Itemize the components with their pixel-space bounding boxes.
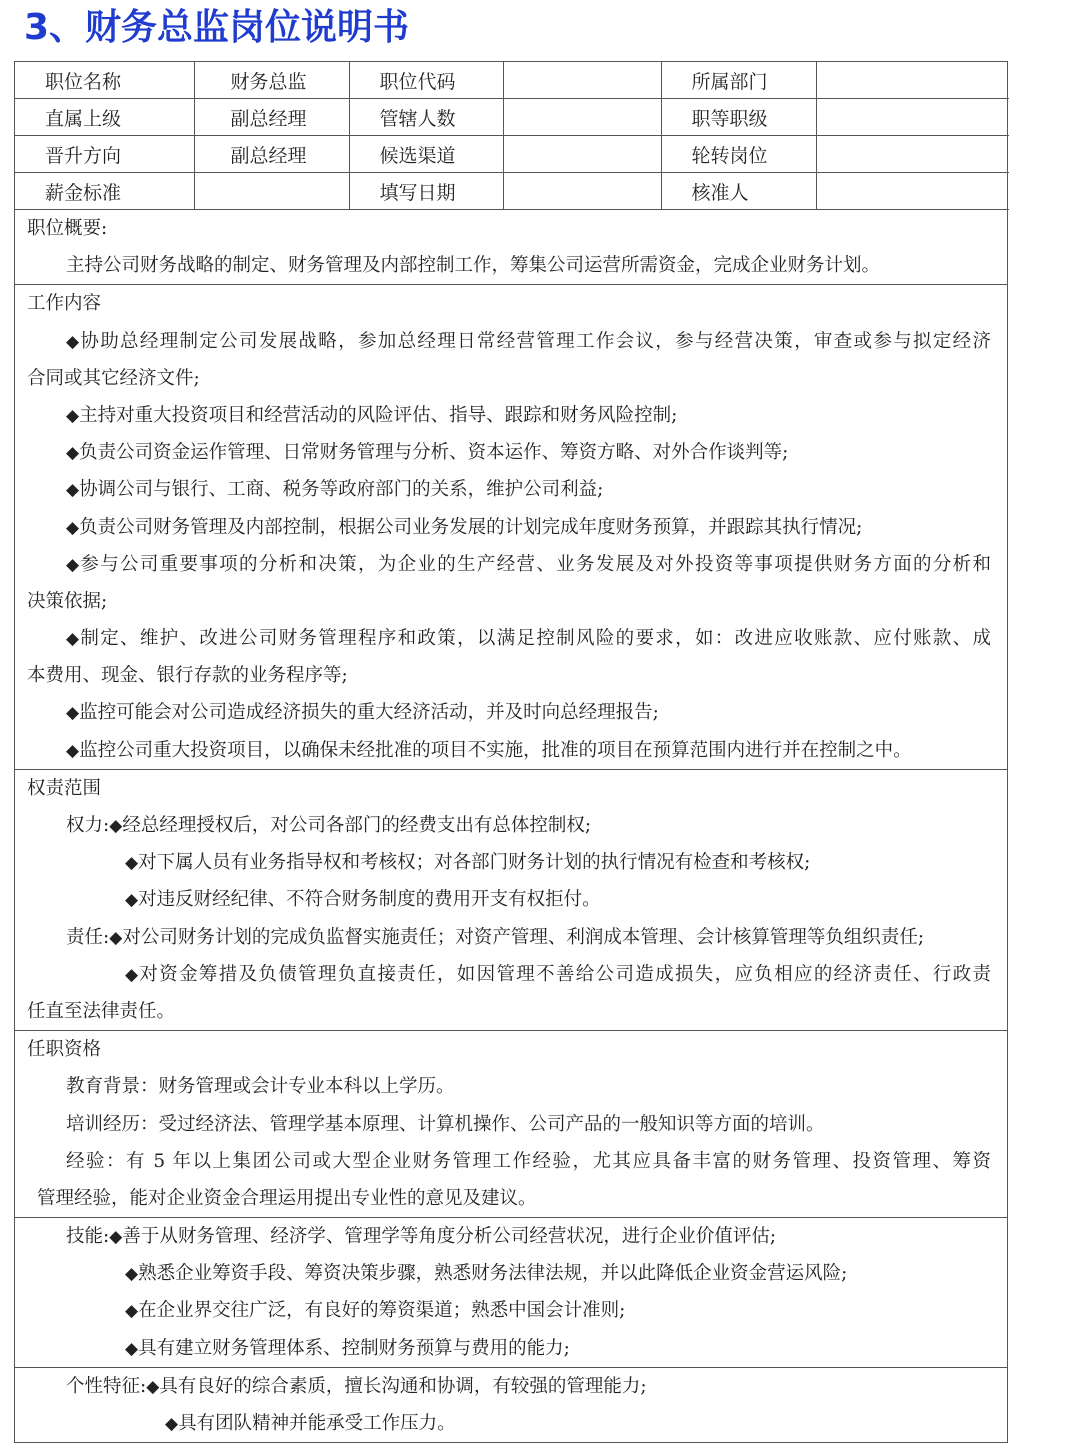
skill-item: ◆在企业界交往广泛，有良好的筹资渠道；熟悉中国会计准则; (125, 1300, 626, 1322)
personality-label: 个性特征: (66, 1375, 147, 1397)
work-item-continuation: 本费用、现金、银行存款的业务程序等; (27, 665, 348, 687)
summary-heading: 职位概要: (27, 218, 108, 239)
work-item: ◆协调公司与银行、工商、税务等政府部门的关系，维护公司利益; (66, 479, 604, 501)
info-label-cell: 薪金标准 (15, 173, 194, 210)
duty-label: 责任: (66, 926, 110, 948)
info-label-cell: 晋升方向 (15, 136, 194, 173)
page-title: 3、财务总监岗位说明书 (24, 7, 410, 48)
education-background: 教育背景：财务管理或会计专业本科以上学历。 (66, 1076, 455, 1098)
authority-heading: 权责范围 (27, 777, 102, 799)
skills-section (15, 1218, 1007, 1368)
work-section (15, 285, 1007, 769)
info-label-cell: 职位代码 (349, 62, 503, 99)
info-value-cell: 财务总监 (194, 62, 349, 99)
info-label-cell: 管辖人数 (349, 99, 503, 136)
info-label-cell: 职等职级 (661, 99, 816, 136)
info-label-cell: 职位名称 (15, 62, 194, 99)
info-row (15, 62, 1009, 99)
work-item: ◆协助总经理制定公司发展战略，参加总经理日常经营管理工作会议，参与经营决策，审查或参与拟定经济 (66, 330, 991, 352)
info-value-cell: 副总经理 (194, 99, 349, 136)
info-row (15, 173, 1009, 210)
info-label-cell: 轮转岗位 (661, 136, 816, 173)
work-item: ◆负责公司资金运作管理、日常财务管理与分析、资本运作、筹资方略、对外合作谈判等; (66, 442, 789, 464)
job-description-form (14, 61, 1008, 1443)
power-item: 权力:◆经总经理授权后，对公司各部门的经费支出有总体控制权; (66, 815, 592, 836)
info-label-cell: 所属部门 (661, 62, 816, 99)
training-experience: 培训经历：受过经济法、管理学基本原理、计算机操作、公司产品的一般知识等方面的培训。 (66, 1113, 825, 1135)
personality-item: 个性特征:◆具有良好的综合素质，擅长沟通和协调，有较强的管理能力; (66, 1375, 647, 1397)
info-value-cell (816, 136, 1009, 173)
summary-section (15, 210, 1007, 285)
info-value-cell (503, 173, 661, 210)
power-item: ◆对下属人员有业务指导权和考核权；对各部门财务计划的执行情况有检查和考核权; (125, 852, 811, 874)
power-item: ◆对违反财经纪律、不符合财务制度的费用开支有权拒付。 (125, 889, 601, 911)
qualification-heading: 任职资格 (27, 1039, 102, 1061)
info-value-cell (194, 173, 349, 210)
info-value-cell (503, 99, 661, 136)
work-experience: 经验：有 5 年以上集团公司或大型企业财务管理工作经验，尤其应具备丰富的财务管理、投资管理、筹资 (66, 1150, 991, 1172)
personality-item: ◆具有团队精神并能承受工作压力。 (165, 1413, 456, 1434)
info-row (15, 136, 1009, 173)
info-label-cell: 候选渠道 (349, 136, 503, 173)
qualification-section (15, 1031, 1007, 1218)
work-item: ◆主持对重大投资项目和经营活动的风险评估、指导、跟踪和财务风险控制; (66, 404, 678, 426)
info-value-cell (816, 99, 1009, 136)
work-item: ◆制定、维护、改进公司财务管理程序和政策，以满足控制风险的要求，如：改进应收账款、应付账款、成 (66, 628, 991, 650)
power-label: 权力: (66, 815, 110, 836)
info-label-cell: 填写日期 (349, 173, 503, 210)
skills-label: 技能: (66, 1226, 110, 1248)
work-item-continuation: 合同或其它经济文件; (27, 367, 200, 389)
info-label-cell: 核准人 (661, 173, 816, 210)
skill-item: 技能:◆善于从财务管理、经济学、管理学等角度分析公司经营状况，进行企业价值评估; (66, 1226, 777, 1248)
personality-section (15, 1368, 1007, 1442)
info-value-cell (816, 62, 1009, 99)
info-value-cell (816, 173, 1009, 210)
authority-section (15, 770, 1007, 1031)
info-value-cell: 副总经理 (194, 136, 349, 173)
duty-item-continuation: 任直至法律责任。 (27, 1000, 176, 1022)
skill-item: ◆熟悉企业筹资手段、筹资决策步骤，熟悉财务法律法规，并以此降低企业资金营运风险; (125, 1263, 848, 1285)
summary-text: 主持公司财务战略的制定、财务管理及内部控制工作，筹集公司运营所需资金，完成企业财务计划。 (66, 255, 881, 277)
work-item-continuation: 决策依据; (27, 590, 108, 612)
info-value-cell (503, 62, 661, 99)
info-value-cell (503, 136, 661, 173)
duty-item: ◆对资金筹措及负债管理负直接责任，如因管理不善给公司造成损失，应负相应的经济责任、行政责 (125, 963, 991, 985)
info-row (15, 99, 1009, 136)
work-item: ◆参与公司重要事项的分析和决策，为企业的生产经营、业务发展及对外投资等事项提供财务方面的分析和 (66, 553, 991, 575)
work-item: ◆监控可能会对公司造成经济损失的重大经济活动，并及时向总经理报告; (66, 702, 659, 724)
duty-item: 责任:◆对公司财务计划的完成负监督实施责任；对资产管理、利润成本管理、会计核算管理等负组织责任; (66, 926, 925, 948)
work-item: ◆负责公司财务管理及内部控制，根据公司业务发展的计划完成年度财务预算，并跟踪其执行情况; (66, 516, 863, 538)
skill-item: ◆具有建立财务管理体系、控制财务预算与费用的能力; (125, 1337, 570, 1359)
info-label-cell: 直属上级 (15, 99, 194, 136)
work-experience-continuation: 管理经验，能对企业资金合理运用提出专业性的意见及建议。 (37, 1187, 537, 1209)
work-heading: 工作内容 (27, 293, 102, 315)
work-item: ◆监控公司重大投资项目，以确保未经批准的项目不实施，批准的项目在预算范围内进行并在控制之中。 (66, 739, 912, 761)
position-info-table (15, 62, 1009, 210)
